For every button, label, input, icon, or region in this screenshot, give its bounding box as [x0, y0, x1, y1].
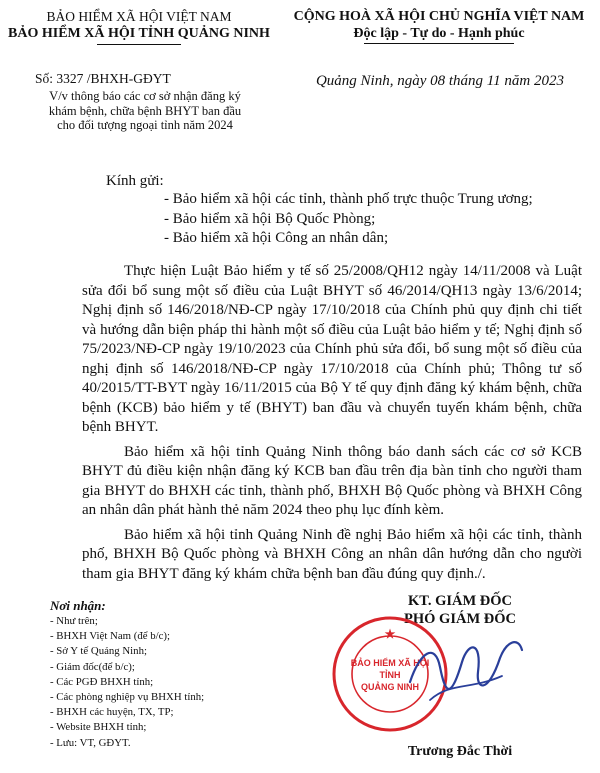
recipient-list: [164, 190, 584, 249]
footer-recipient: - Như trên;: [50, 615, 98, 627]
body-paragraph: Bảo hiểm xã hội tỉnh Quảng Ninh thông báo danh sách các cơ sở KCB BHYT đủ điều kiện nhận đăng ký KCB ban đầu trên địa bàn tỉnh cho người tham gia BHYT do BHXH các tỉnh, thành phố, BHXH Bộ Quốc phòng và BHXH Công an nhân dân phát hành thẻ năm 2024 theo phụ lục đính kèm.: [82, 443, 582, 518]
body-text: [82, 262, 582, 589]
signature-stroke: [410, 642, 522, 689]
handwritten-signature: [390, 612, 530, 730]
signature-title-1: KT. GIÁM ĐỐC: [407, 593, 513, 609]
footer-recipient: - Giám đốc(để b/c);: [50, 660, 135, 673]
document-number: Số: 3327 /BHXH-GĐYT: [35, 71, 171, 86]
footer-recipient: - Sở Y tế Quảng Ninh;: [50, 645, 147, 658]
footer-recipient: - BHXH Việt Nam (để b/c);: [50, 630, 170, 643]
seal-text-3: QUẢNG NINH: [361, 682, 419, 692]
body-paragraph: Bảo hiểm xã hội tỉnh Quảng Ninh đề nghị Bảo hiểm xã hội các tỉnh, thành phố, BHXH Bộ Quốc phòng và BHXH Công an nhân dân hướng dẫn cho người tham gia BHYT đăng ký khám chữa bệnh ban đầu đúng quy định./.: [82, 526, 582, 582]
motto: Độc lập - Tự do - Hạnh phúc: [353, 26, 525, 41]
agency-name: BẢO HIỂM XÃ HỘI TỈNH QUẢNG NINH: [8, 26, 270, 41]
document-subject: [12, 89, 278, 133]
body-paragraph: Thực hiện Luật Bảo hiểm y tế số 25/2008/QH12 ngày 14/11/2008 và Luật sửa đổi bổ sung một số điều của Luật BHYT số 46/2014/QH13 ngày 13/6/2014; Nghị định số 146/2018/NĐ-CP ngày 17/10/2018 của Chính phủ quy định chi tiết và hướng dẫn biện pháp thi hành một số điều của Luật bảo hiểm y tế; Nghị định số 75/2023/NĐ-CP ngày 19/10/2023 của Chính phủ sửa đổi, bổ sung một số điều của nghị định số 146/2018/NĐ-CP ngày 17/10/2018 của Chính phủ; Thông tư số 40/2015/TT-BYT ngày 16/11/2015 của Bộ Y tế quy định đăng ký khám bệnh, chữa bệnh (KCB) bảo hiểm y tế (BHYT) ban đầu và chuyển tuyến khám bệnh, chữa bệnh BHYT.: [82, 263, 582, 435]
footer-recipient: - Các PGĐ BHXH tỉnh;: [50, 675, 154, 688]
footer-recipient: - Lưu: VT, GĐYT.: [50, 736, 131, 749]
footer-recipient: - BHXH các huyện, TX, TP;: [50, 706, 174, 719]
seal-text-1: BẢO HIỂM XÃ HỘI: [350, 658, 430, 668]
national-header: [282, 8, 596, 44]
date-line: Quảng Ninh, ngày 08 tháng 11 năm 2023: [315, 73, 565, 89]
subject-line: khám bệnh, chữa bệnh BHYT ban đầu: [48, 103, 242, 118]
subject-line: cho đối tượng ngoại tỉnh năm 2024: [57, 118, 233, 132]
agency-block: [8, 8, 270, 45]
signature-title-2: PHÓ GIÁM ĐỐC: [404, 611, 516, 627]
seal-text-2: TỈNH: [379, 670, 401, 680]
recipient-item: - Bảo hiểm xã hội Công an nhân dân;: [164, 230, 389, 246]
signer-name: Trương Đắc Thời: [407, 744, 513, 759]
recipient-item: - Bảo hiểm xã hội các tỉnh, thành phố trực thuộc Trung ương;: [164, 191, 533, 207]
agency-underline: [97, 44, 181, 45]
recipients-footer-list: [50, 614, 300, 751]
recipients-footer-title: Nơi nhận:: [50, 598, 106, 613]
recipient-item: - Bảo hiểm xã hội Bộ Quốc Phòng;: [164, 210, 376, 227]
footer-recipient: - Website BHXH tỉnh;: [50, 721, 147, 734]
signature-flourish: [430, 676, 502, 700]
subject-line: V/v thông báo các cơ sở nhận đăng ký: [49, 89, 241, 103]
motto-underline: [364, 43, 514, 44]
footer-recipient: - Các phòng nghiệp vụ BHXH tỉnh;: [50, 691, 205, 704]
country-name: CỘNG HOÀ XÃ HỘI CHỦ NGHĨA VIỆT NAM: [293, 9, 585, 24]
greeting: Kính gửi:: [106, 173, 164, 189]
seal-star-icon: ★: [384, 627, 396, 641]
agency-parent: BẢO HIỂM XÃ HỘI VIỆT NAM: [46, 9, 232, 24]
